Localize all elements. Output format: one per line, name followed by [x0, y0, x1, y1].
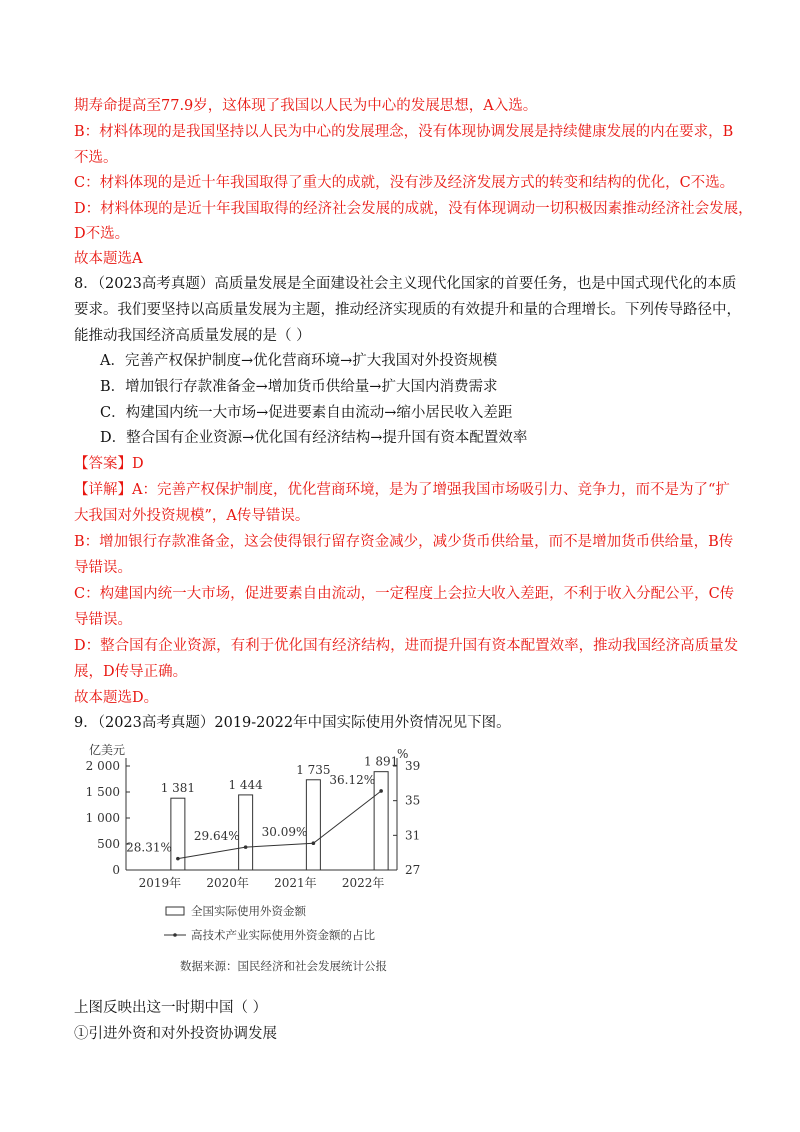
- q8-answer: 【答案】D: [74, 456, 144, 472]
- q8-detail-2: 大我国对外投资规模”，A传导错误。: [74, 508, 310, 524]
- left-axis-tick-label: 2 000: [85, 759, 120, 773]
- bar-value-label: 1 381: [160, 781, 196, 796]
- x-axis-tick-label: 2022年: [341, 876, 385, 890]
- line-point: [244, 845, 248, 849]
- bar: [239, 795, 253, 870]
- prev-conclusion: 故本题选A: [74, 251, 143, 267]
- line-value-label: 28.31%: [126, 840, 172, 855]
- legend-bar-swatch: [166, 907, 184, 915]
- legend-line-marker: [173, 933, 177, 937]
- bar-value-label: 1 735: [296, 762, 331, 777]
- x-axis-tick-label: 2020年: [206, 876, 249, 890]
- prev-explanation-b-cont: 不选。: [74, 150, 118, 166]
- left-axis-tick-label: 1 000: [85, 811, 120, 825]
- left-axis-tick-label: 500: [97, 837, 120, 851]
- left-axis-tick-label: 0: [112, 863, 120, 877]
- q8-detail-3: B：增加银行存款准备金，这会使得银行留存资金减少，减少货币供给量，而不是增加货币供给量，B传: [74, 534, 734, 550]
- line-value-label: 29.64%: [193, 829, 240, 844]
- prev-explanation-d: D：材料体现的是近十年我国取得的经济社会发展的成就，没有体现调动一切积极因素推动经济社会发展，: [74, 201, 753, 217]
- data-labels: [126, 755, 398, 855]
- q8-detail-1: 【详解】A：完善产权保护制度，优化营商环境，是为了增强我国市场吸引力、竞争力，而不是为了“扩: [74, 482, 730, 498]
- chart-legend: [164, 904, 375, 942]
- line-value-label: 30.09%: [261, 825, 308, 840]
- left-axis-tick-label: 1 500: [85, 785, 120, 799]
- legend-line-label: 高技术产业实际使用外资金额的占比: [191, 928, 375, 942]
- q8-stem-1: 8．（2023高考真题）高质量发展是全面建设社会主义现代化国家的首要任务，也是中国式现代化的本质: [74, 276, 737, 292]
- line-point: [176, 857, 180, 861]
- q8-stem-2: 要求。我们要坚持以高质量发展为主题，推动经济实现质的有效提升和量的合理增长。下列传导路径中，: [74, 302, 741, 318]
- bar: [374, 772, 388, 870]
- bar-value-label: 1 891: [363, 754, 399, 769]
- legend-bar-label: 全国实际使用外资金额: [191, 904, 306, 918]
- q8-detail-8: 展，D传导正确。: [74, 664, 188, 680]
- q8-option-a: A．完善产权保护制度→优化营商环境→扩大我国对外投资规模: [100, 353, 498, 369]
- right-axis-tick-label: 31: [405, 828, 421, 843]
- q8-stem-3: 能推动我国经济高质量发展的是（ ）: [74, 328, 311, 344]
- fdi-chart: [74, 738, 454, 978]
- x-axis-tick-label: 2019年: [138, 876, 182, 890]
- chart-source: 数据来源：国民经济和社会发展统计公报: [180, 959, 387, 973]
- line-value-label: 36.12%: [329, 772, 376, 787]
- q8-option-c: C．构建国内统一大市场→促进要素自由流动→缩小居民收入差距: [100, 405, 513, 421]
- q8-option-d: D．整合国有企业资源→优化国有经济结构→提升国有资本配置效率: [100, 430, 528, 446]
- bar-value-label: 1 444: [228, 777, 263, 792]
- q9-option-1: ①引进外资和对外投资协调发展: [74, 1026, 277, 1042]
- bar: [306, 780, 320, 870]
- left-axis-unit: 亿美元: [89, 743, 126, 757]
- right-axis-tick-label: 27: [405, 863, 421, 877]
- q9-stem: 9．（2023高考真题）2019-2022年中国实际使用外资情况见下图。: [74, 715, 511, 731]
- q8-detail-7: D：整合国有企业资源，有利于优化国有经济结构，进而提升国有资本配置效率，推动我国经济高质量发: [74, 638, 739, 654]
- q8-detail-4: 导错误。: [74, 560, 132, 576]
- x-axis-tick-label: 2021年: [274, 876, 317, 890]
- line-point: [312, 841, 316, 845]
- prev-explanation-b: B：材料体现的是我国坚持以人民为中心的发展理念，没有体现协调发展是持续健康发展的内在要求，B: [74, 124, 734, 140]
- right-axis-tick-label: 39: [405, 759, 421, 773]
- q9-after-chart: 上图反映出这一时期中国（ ）: [74, 1000, 268, 1016]
- q8-detail-5: C：构建国内统一大市场，促进要素自由流动，一定程度上会拉大收入差距，不利于收入分配公平，C传: [74, 586, 735, 602]
- prev-explanation-d-cont: D不选。: [74, 226, 130, 242]
- prev-explanation-line: 期寿命提高至77.9岁，这体现了我国以人民为中心的发展思想，A入选。: [74, 98, 538, 114]
- prev-explanation-c: C：材料体现的是近十年我国取得了重大的成就，没有涉及经济发展方式的转变和结构的优化，C不选。: [74, 175, 735, 191]
- right-axis-unit: %: [397, 747, 409, 761]
- q8-option-b: B．增加银行存款准备金→增加货币供给量→扩大国内消费需求: [100, 379, 498, 395]
- q8-detail-6: 导错误。: [74, 612, 132, 628]
- line-point: [379, 789, 383, 793]
- q8-conclusion: 故本题选D。: [74, 690, 159, 706]
- right-axis-tick-label: 35: [405, 793, 421, 808]
